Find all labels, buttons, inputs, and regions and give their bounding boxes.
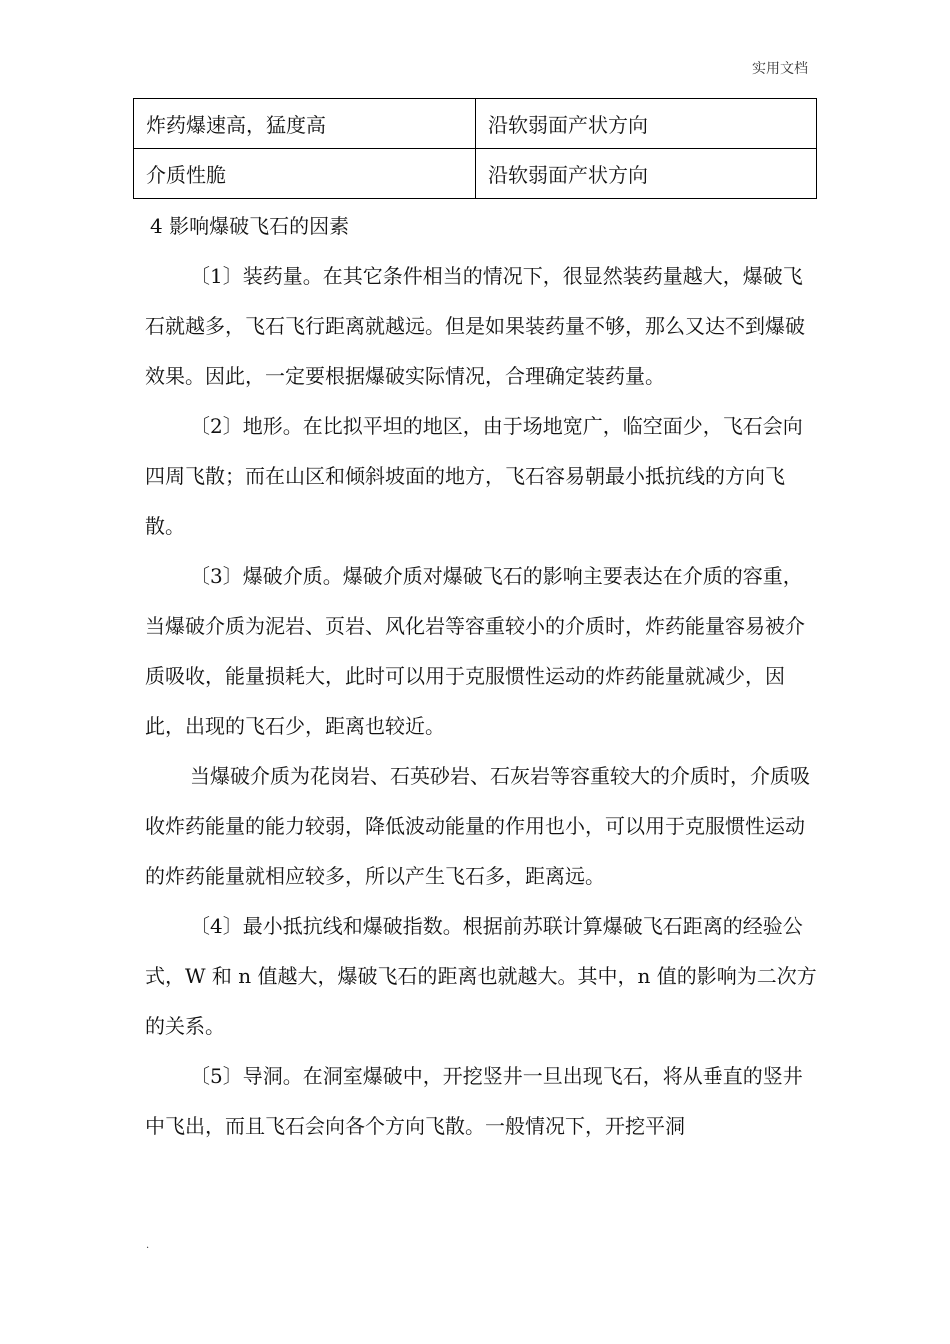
- paragraph: 〔1〕装药量。在其它条件相当的情况下，很显然装药量越大，爆破飞石就越多，飞石飞行距离就越远。但是如果装药量不够，那么又达不到爆破效果。因此，一定要根据爆破实际情况，合理确定装药量。: [145, 264, 805, 388]
- info-table: [133, 98, 817, 199]
- table-cell: 沿软弱面产状方向: [476, 99, 817, 149]
- table-cell: 沿软弱面产状方向: [476, 149, 817, 199]
- table-row: [134, 149, 817, 199]
- table-cell: 炸药爆速高，猛度高: [134, 99, 476, 149]
- table-cell: 介质性脆: [134, 149, 476, 199]
- table-row: [134, 99, 817, 149]
- footer-mark: .: [146, 1240, 150, 1251]
- section-title: 4 影响爆破飞石的因素: [150, 214, 350, 238]
- paragraph: 〔3〕爆破介质。爆破介质对爆破飞石的影响主要表达在介质的容重，当爆破介质为泥岩、页岩、风化岩等容重较小的介质时，炸药能量容易被介质吸收，能量损耗大，此时可以用于克服惯性运动的炸药能量就减少，因此，出现的飞石少，距离也较近。: [145, 564, 805, 738]
- page-header-label: 实用文档: [752, 61, 808, 77]
- paragraph: 〔5〕导洞。在洞室爆破中，开挖竖井一旦出现飞石，将从垂直的竖井中飞出，而且飞石会向各个方向飞散。一般情况下，开挖平洞: [145, 1064, 803, 1138]
- body-text: [145, 251, 817, 1151]
- paragraph: 〔2〕地形。在比拟平坦的地区，由于场地宽广，临空面少，飞石会向四周飞散；而在山区和倾斜坡面的地方，飞石容易朝最小抵抗线的方向飞散。: [145, 414, 803, 538]
- paragraph: 〔4〕最小抵抗线和爆破指数。根据前苏联计算爆破飞石距离的经验公式，W 和 n 值越大，爆破飞石的距离也就越大。其中，n 值的影响为二次方的关系。: [145, 914, 817, 1038]
- paragraph: 当爆破介质为花岗岩、石英砂岩、石灰岩等容重较大的介质时，介质吸收炸药能量的能力较弱，降低波动能量的作用也小，可以用于克服惯性运动的炸药能量就相应较多，所以产生飞石多，距离远。: [145, 764, 810, 888]
